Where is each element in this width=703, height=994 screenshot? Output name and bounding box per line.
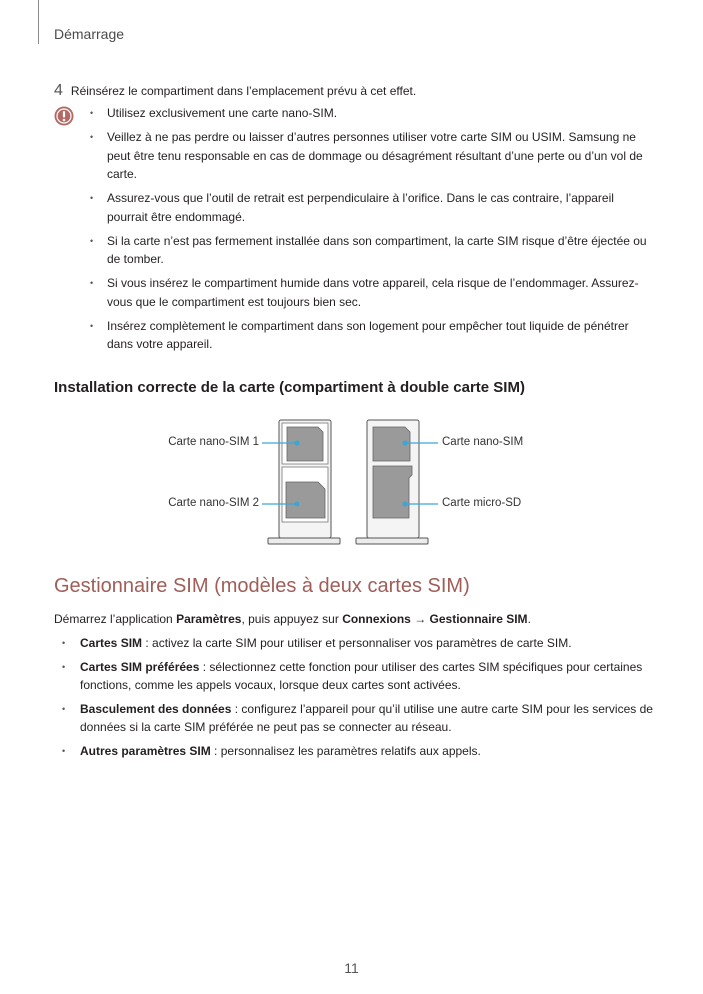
step-number: 4 (54, 82, 63, 99)
caution-icon (54, 106, 74, 126)
caution-item: • Insérez complètement le compartiment dans son logement pour empêcher tout liquide de pénétrer dans votre appareil. (90, 317, 655, 354)
intro-menu-connexions: Connexions (342, 612, 411, 626)
caution-item: • Assurez-vous que l’outil de retrait est perpendiculaire à l’orifice. Dans le cas contraire, l’appareil pourrait être endommagé. (90, 189, 655, 226)
sim-manager-intro (54, 610, 531, 628)
item-term: Cartes SIM préférées (80, 659, 200, 674)
item-term: Basculement des données (80, 701, 232, 716)
caution-item: • Veillez à ne pas perdre ou laisser d’autres personnes utiliser votre carte SIM ou USIM. Samsung ne peut être tenu responsable en cas de dommage ou désagrément résultant d’une perte ou d’un vol de carte. (90, 128, 655, 184)
item-term: Cartes SIM (80, 636, 143, 650)
page-number: 11 (344, 960, 359, 976)
list-item (62, 742, 657, 761)
label-micro-sd: Carte micro-SD (442, 497, 522, 509)
item-term: Autres paramètres SIM (80, 743, 211, 758)
caution-item: • Si la carte n’est pas fermement installée dans son compartiment, la carte SIM risque d’être éjectée ou de tomber. (90, 232, 655, 269)
list-item (62, 658, 657, 695)
intro-text: Démarrez l’application (54, 612, 177, 626)
intro-menu-gestionnaire: Gestionnaire SIM (429, 612, 528, 626)
label-nano-sim-2: Carte nano-SIM 2 (168, 497, 259, 509)
intro-app-name: Paramètres (176, 612, 242, 626)
intro-arrow: → (410, 612, 430, 626)
sim-tray-diagram (0, 410, 703, 560)
intro-text: . (527, 612, 531, 626)
left-tray (268, 420, 340, 544)
label-nano-sim-1: Carte nano-SIM 1 (168, 436, 259, 448)
item-desc: : configurez l’appareil pour qu’il utilise une autre carte SIM pour les services de données si la carte SIM préférée ne peut pas se connecter au réseau. (80, 701, 653, 734)
tray-illustration (0, 410, 703, 560)
caution-item: • Utilisez exclusivement une carte nano-SIM. (90, 104, 655, 123)
sim-manager-list (62, 634, 657, 765)
caution-list (90, 104, 655, 359)
item-desc: : sélectionnez cette fonction pour utiliser des cartes SIM spécifiques pour certaines fonctions, comme les appels vocaux, lorsque deux cartes sont activées. (80, 659, 643, 692)
label-nano-sim: Carte nano-SIM (442, 436, 524, 448)
installation-heading: Installation correcte de la carte (compartiment à double carte SIM) (54, 379, 525, 396)
section-header: Démarrage (54, 26, 125, 42)
header-rule (38, 0, 39, 44)
item-desc: : personnalisez les paramètres relatifs aux appels. (210, 743, 481, 758)
step-4 (54, 82, 416, 100)
item-desc: : activez la carte SIM pour utiliser et personnaliser vos paramètres de carte SIM. (142, 636, 572, 650)
list-item (62, 634, 657, 653)
intro-text: , puis appuyez sur (241, 612, 343, 626)
right-tray (356, 420, 428, 544)
list-item (62, 700, 657, 737)
step-text: Réinsérez le compartiment dans l’emplacement prévu à cet effet. (70, 84, 417, 98)
caution-item: • Si vous insérez le compartiment humide dans votre appareil, cela risque de l’endommager. Assurez-vous que le compartiment est toujours bien sec. (90, 274, 655, 311)
sim-manager-title: Gestionnaire SIM (modèles à deux cartes SIM) (54, 575, 470, 597)
